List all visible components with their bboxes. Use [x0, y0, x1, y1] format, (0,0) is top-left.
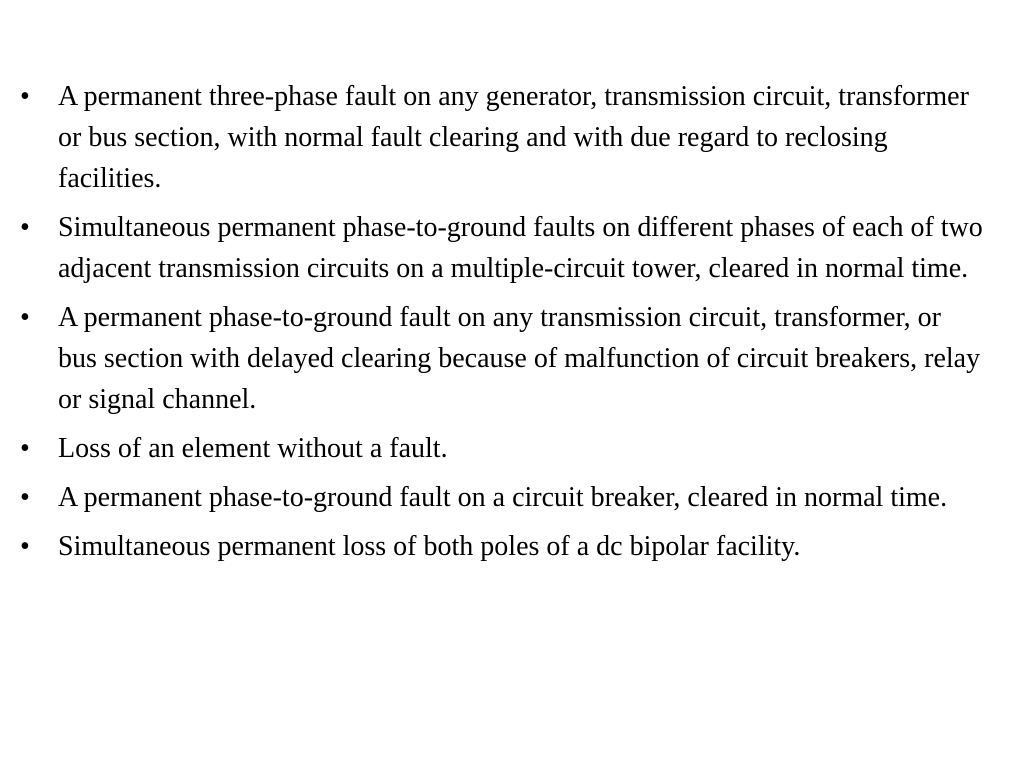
- bullet-item: [20, 428, 984, 469]
- bullet-item: [20, 526, 984, 567]
- bullet-icon: •: [20, 531, 30, 562]
- bullet-item: [20, 477, 984, 518]
- bullet-text: Loss of an element without a fault.: [58, 433, 448, 464]
- bullet-item: [20, 76, 984, 199]
- bullet-icon: •: [20, 482, 30, 513]
- bullet-text: A permanent phase-to-ground fault on any transmission circuit, transformer, or bus section with delayed clearing because of malfunction of circuit breakers, relay or signal channel.: [58, 302, 981, 415]
- bullet-item: [20, 297, 984, 420]
- bullet-text: Simultaneous permanent phase-to-ground faults on different phases of each of two adjacent transmission circuits on a multiple-circuit tower, cleared in normal time.: [58, 212, 983, 284]
- bullet-text: A permanent phase-to-ground fault on a circuit breaker, cleared in normal time.: [58, 482, 948, 513]
- bullet-icon: •: [20, 302, 30, 333]
- bullet-icon: •: [20, 212, 30, 243]
- bullet-text: A permanent three-phase fault on any generator, transmission circuit, transformer or bus section, with normal fault clearing and with due regard to reclosing facilities.: [58, 81, 969, 194]
- bullet-item: [20, 207, 984, 289]
- bullet-text: Simultaneous permanent loss of both poles of a dc bipolar facility.: [58, 531, 801, 562]
- bullet-icon: •: [20, 81, 30, 112]
- bullet-list: [20, 76, 984, 567]
- bullet-icon: •: [20, 433, 30, 464]
